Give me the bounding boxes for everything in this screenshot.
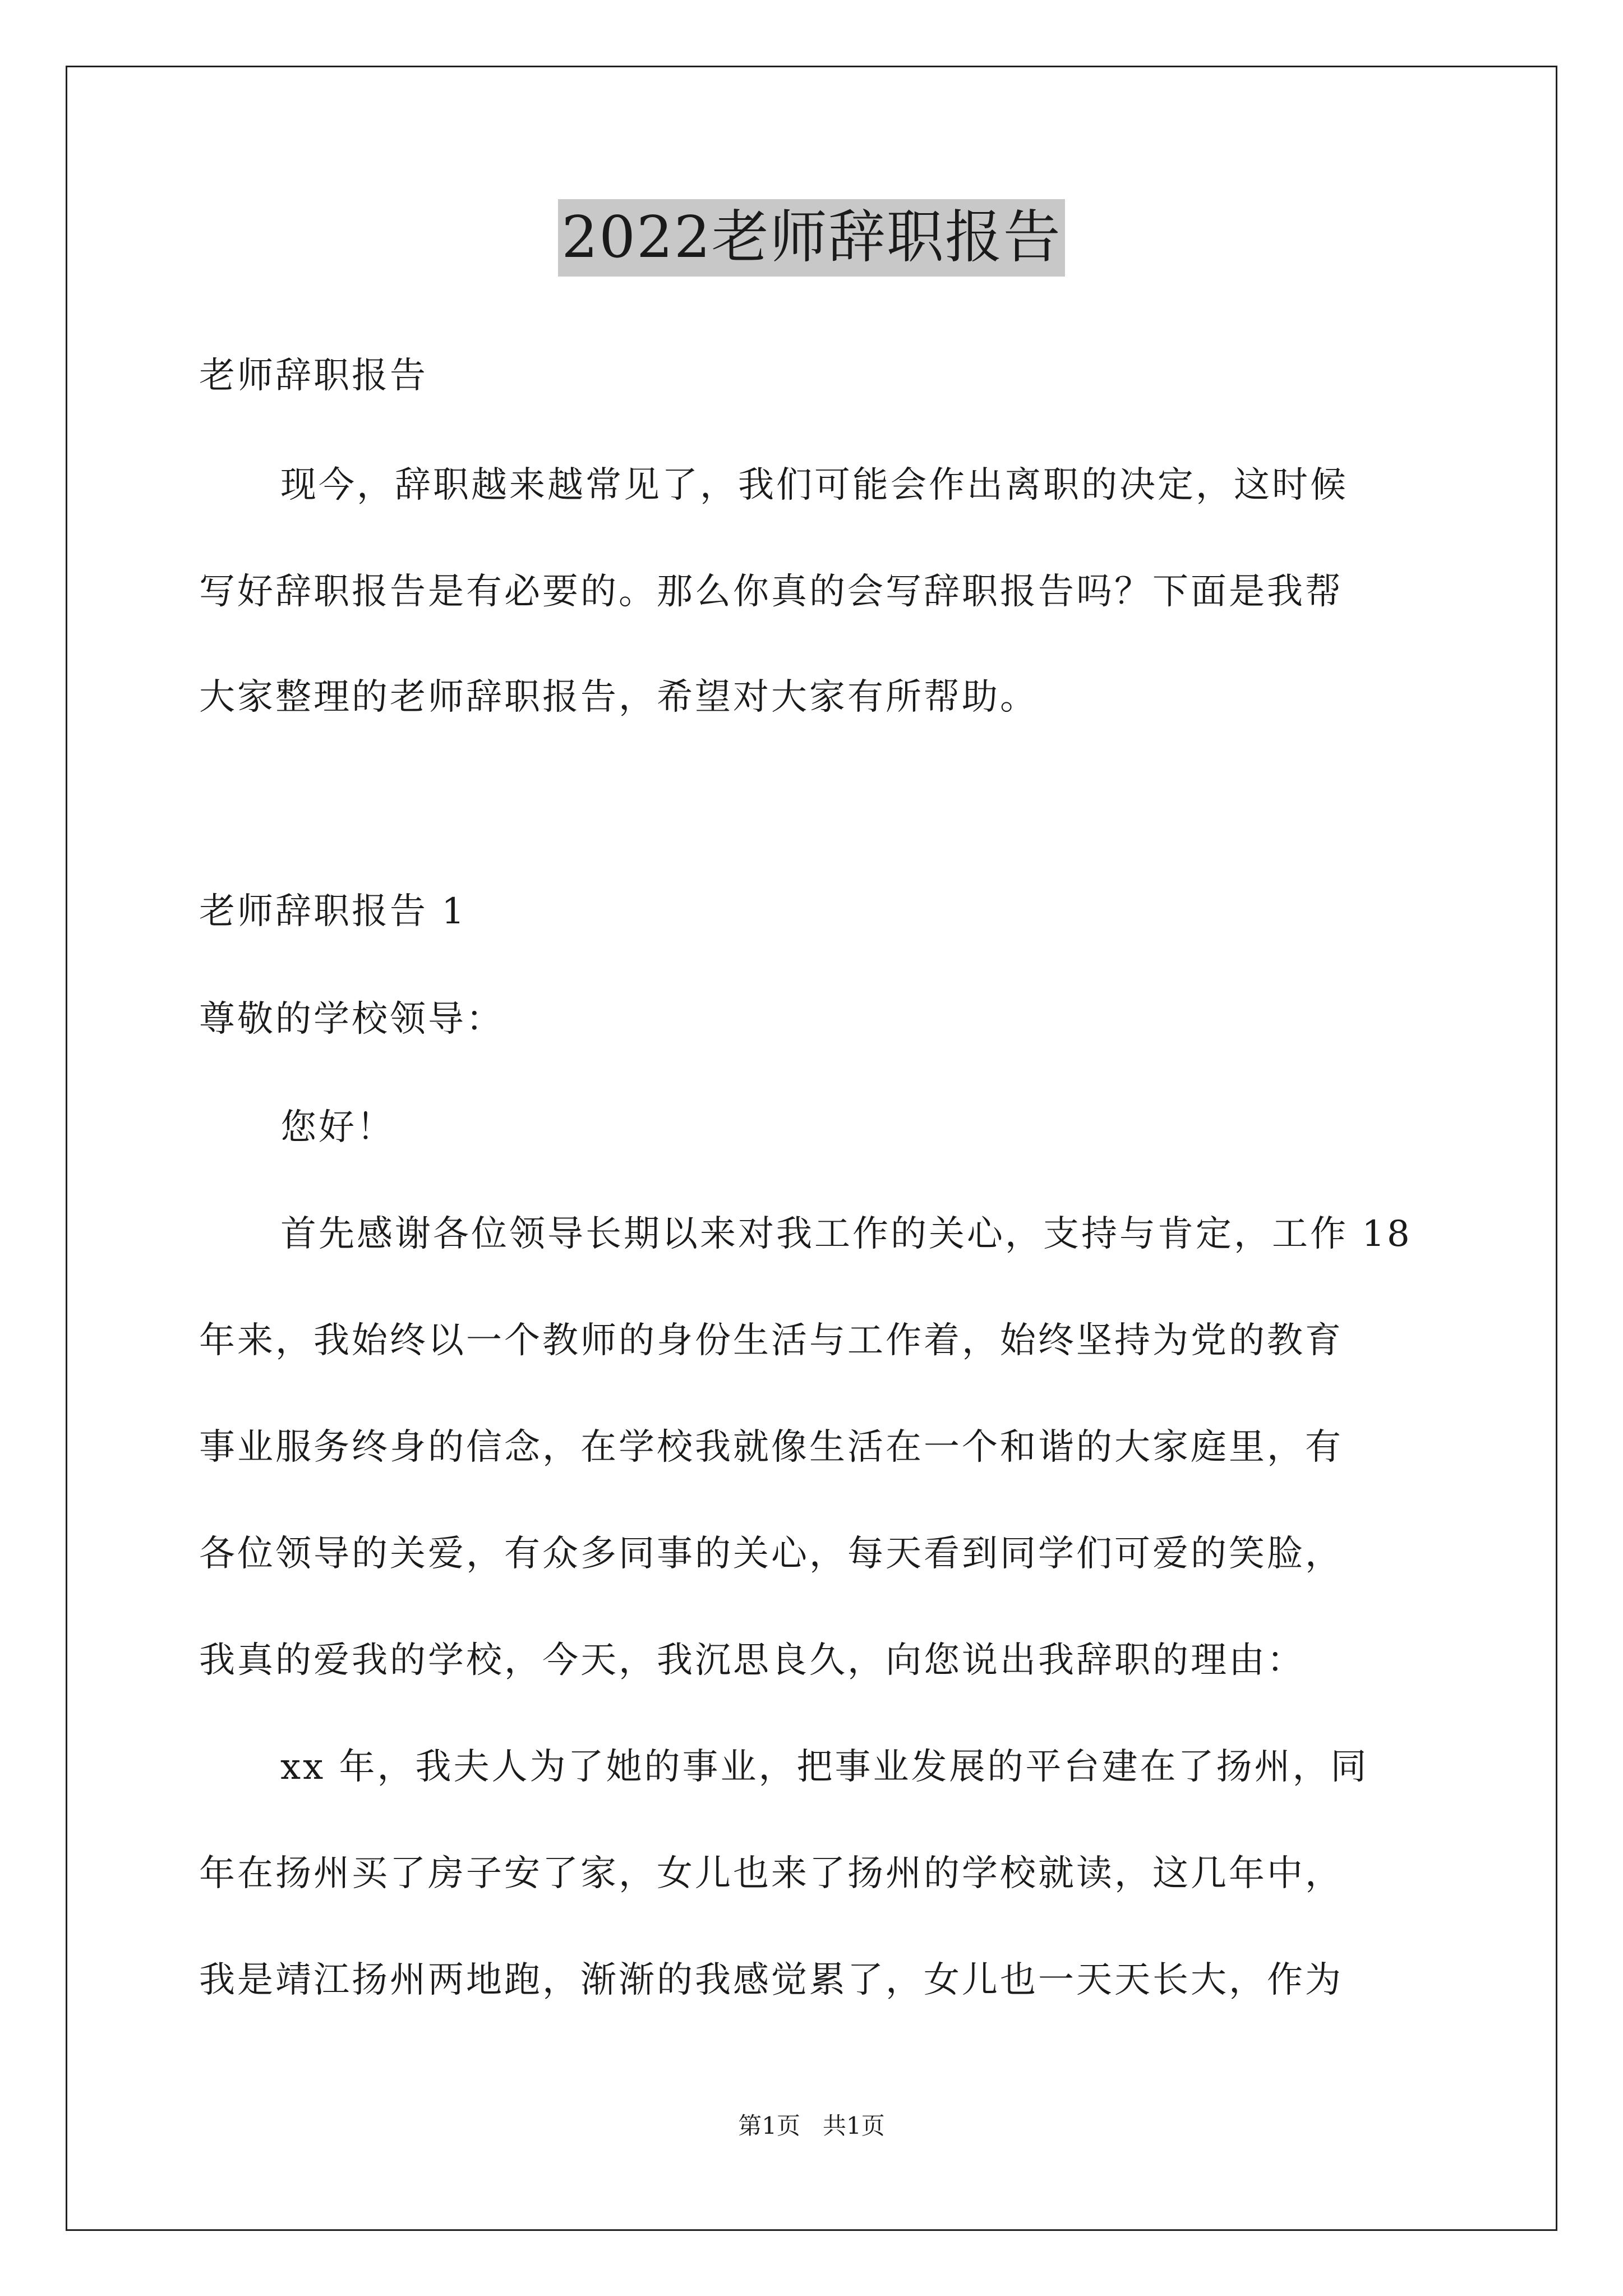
paragraph-line: 写好辞职报告是有必要的。那么你真的会写辞职报告吗？下面是我帮 bbox=[199, 571, 1343, 613]
section-heading: 老师辞职报告 1 bbox=[199, 891, 467, 932]
paragraph-line: 年来，我始终以一个教师的身份生活与工作着，始终坚持为党的教育 bbox=[199, 1320, 1343, 1361]
paragraph-line: xx 年，我夫人为了她的事业，把事业发展的平台建在了扬州，同 bbox=[280, 1746, 1369, 1788]
paragraph-line: 我是靖江扬州两地跑，渐渐的我感觉累了，女儿也一天天长大，作为 bbox=[199, 1959, 1343, 2001]
salutation: 尊敬的学校领导： bbox=[199, 999, 504, 1040]
greeting: 您好！ bbox=[280, 1107, 395, 1148]
title-container bbox=[0, 199, 1623, 277]
paragraph-line: 大家整理的老师辞职报告，希望对大家有所帮助。 bbox=[199, 677, 1038, 718]
paragraph-line: 我真的爱我的学校，今天，我沉思良久，向您说出我辞职的理由： bbox=[199, 1640, 1305, 1681]
page-footer: 第1页 共1页 bbox=[738, 2112, 885, 2139]
paragraph-line: 事业服务终身的信念，在学校我就像生活在一个和谐的大家庭里，有 bbox=[199, 1427, 1343, 1468]
paragraph-line: 现今，辞职越来越常见了，我们可能会作出离职的决定，这时候 bbox=[280, 464, 1348, 506]
document-title: 2022老师辞职报告 bbox=[558, 199, 1065, 277]
paragraph-line: 各位领导的关爱，有众多同事的关心，每天看到同学们可爱的笑脸， bbox=[199, 1533, 1343, 1575]
paragraph-line: 年在扬州买了房子安了家，女儿也来了扬州的学校就读，这几年中， bbox=[199, 1853, 1343, 1894]
paragraph-line: 首先感谢各位领导长期以来对我工作的关心，支持与肯定，工作 18 bbox=[280, 1213, 1412, 1255]
section-heading: 老师辞职报告 bbox=[199, 355, 428, 397]
